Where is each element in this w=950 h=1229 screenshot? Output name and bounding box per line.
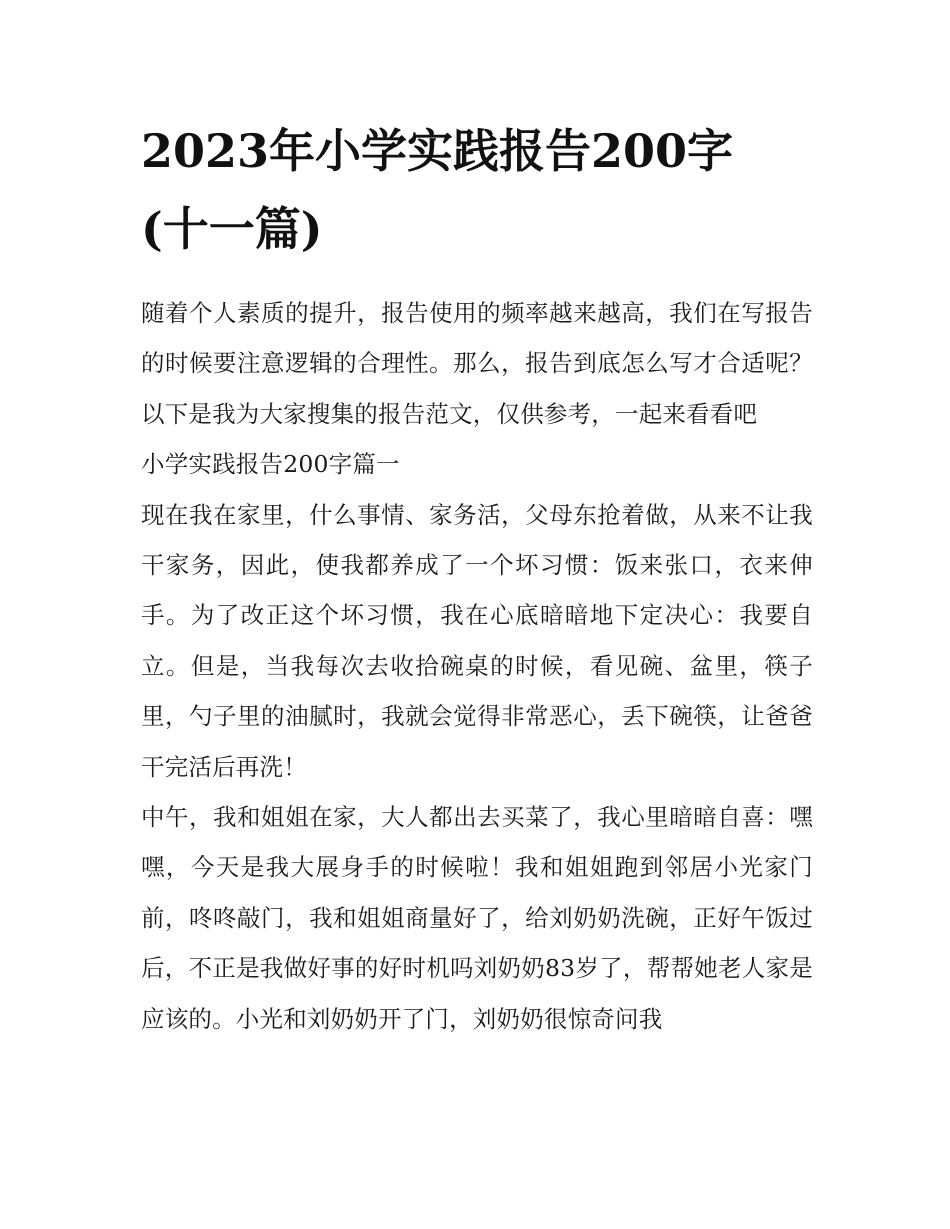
title-line-1: 2023年小学实践报告200字	[141, 124, 734, 178]
section-heading: 小学实践报告200字篇一	[141, 450, 400, 479]
intro-paragraph: 随着个人素质的提升，报告使用的频率越来越高，我们在写报告的时候要注意逻辑的合理性。那么，报告到底怎么写才合适呢？以下是我为大家搜集的报告范文，仅供参考，一起来看看吧	[141, 299, 813, 428]
body-paragraph-2: 中午，我和姐姐在家，大人都出去买菜了，我心里暗暗自喜：嘿嘿，今天是我大展身手的时候啦！我和姐姐跑到邻居小光家门前，咚咚敲门，我和姐姐商量好了，给刘奶奶洗碗，正好午饭过后，不正是我做好事的好时机吗刘奶奶83岁了，帮帮她老人家是应该的。小光和刘奶奶开了门，刘奶奶很惊奇问我	[141, 803, 813, 1033]
document-page	[141, 112, 813, 1044]
document-title	[141, 112, 813, 268]
title-line-2: (十一篇)	[141, 202, 323, 256]
body-paragraph-1: 现在我在家里，什么事情、家务活，父母东抢着做，从来不让我干家务，因此，使我都养成了一个坏习惯：饭来张口，衣来伸手。为了改正这个坏习惯，我在心底暗暗地下定决心：我要自立。但是，当我每次去收拾碗桌的时候，看见碗、盆里，筷子里，勺子里的油腻时，我就会觉得非常恶心，丢下碗筷，让爸爸干完活后再洗！	[141, 500, 813, 781]
document-body	[141, 288, 813, 1044]
